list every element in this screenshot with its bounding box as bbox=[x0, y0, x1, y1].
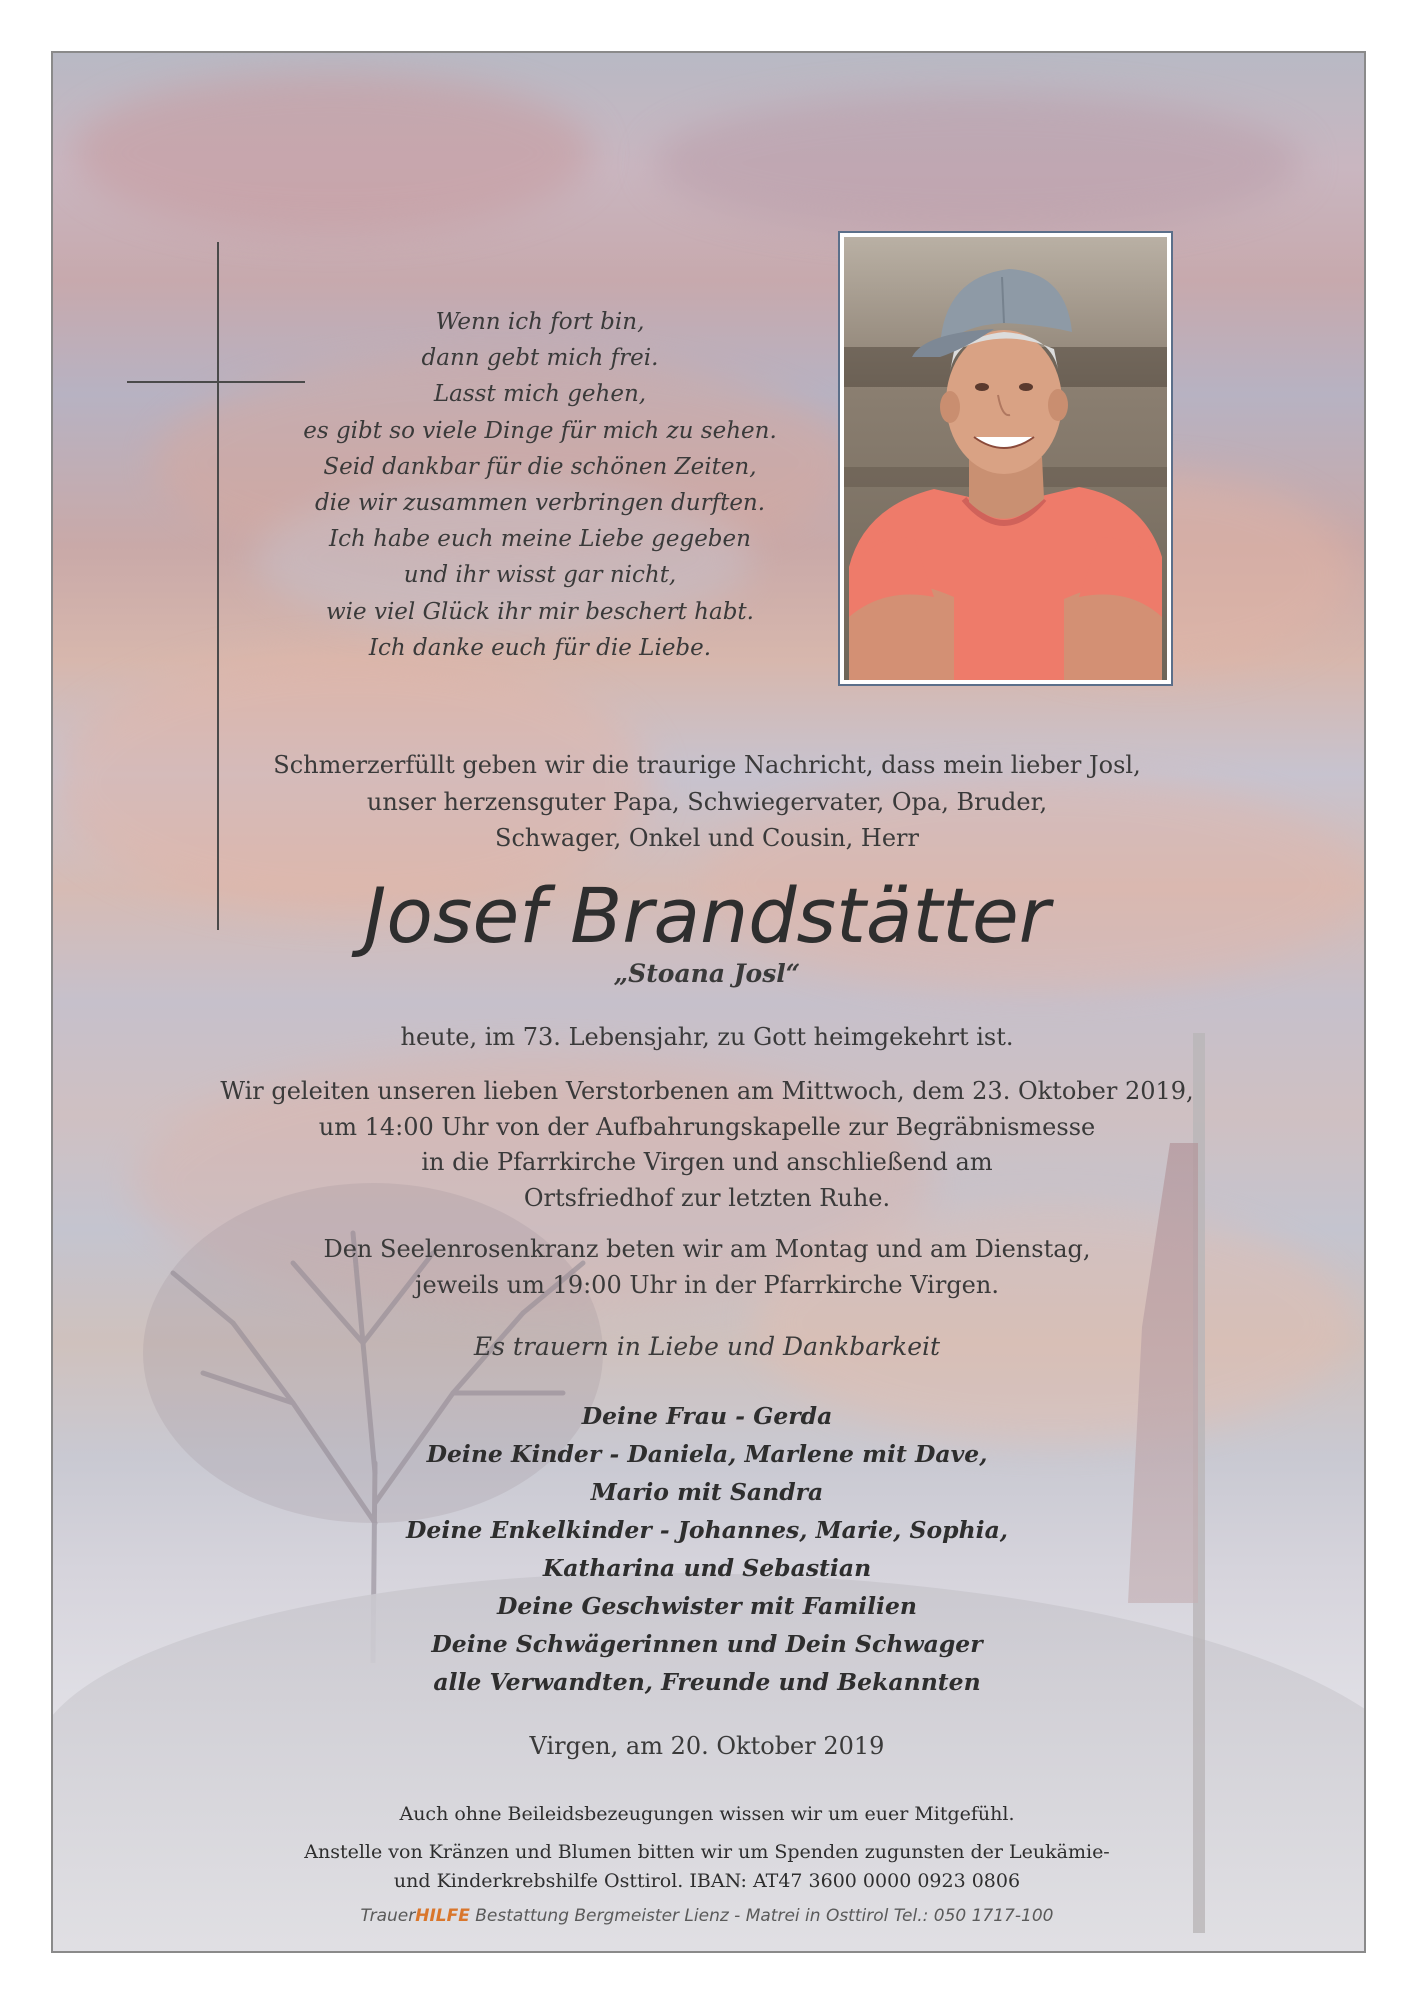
poem-line: dann gebt mich frei. bbox=[421, 345, 659, 372]
family-line: Deine Enkelkinder - Johannes, Marie, Sophia, bbox=[406, 1516, 1008, 1544]
deceased-nickname: „Stoana Josl“ bbox=[613, 959, 801, 988]
rosary-line: jeweils um 19:00 Uhr in der Pfarrkirche Virgen. bbox=[415, 1270, 999, 1299]
condolence-line: Auch ohne Beileidsbezeugungen wissen wir um euer Mitgefühl. bbox=[399, 1803, 1015, 1825]
family-line: Deine Kinder - Daniela, Marlene mit Dave, bbox=[426, 1440, 988, 1468]
donation-note bbox=[150, 1838, 1264, 1896]
poem-line: die wir zusammen verbringen durften. bbox=[314, 490, 766, 517]
funeral-home-footer bbox=[150, 1903, 1264, 1929]
passing-line: heute, im 73. Lebensjahr, zu Gott heimgekehrt ist. bbox=[400, 1023, 1014, 1051]
rosary-details bbox=[150, 1232, 1264, 1303]
family-line: Mario mit Sandra bbox=[590, 1478, 824, 1506]
funeral-line: Wir geleiten unseren lieben Verstorbenen am Mittwoch, dem 23. Oktober 2019, bbox=[220, 1077, 1194, 1105]
announcement bbox=[200, 747, 1214, 857]
family-line: Deine Geschwister mit Familien bbox=[496, 1592, 918, 1620]
poem-line: Ich habe euch meine Liebe gegeben bbox=[329, 526, 751, 553]
cross-icon-bar bbox=[127, 381, 305, 383]
cloud-shape bbox=[653, 93, 1303, 233]
deceased-name: Josef Brandstätter bbox=[363, 871, 1051, 960]
footer-prefix: Trauer bbox=[360, 1906, 416, 1926]
poem-line: und ihr wisst gar nicht, bbox=[403, 562, 677, 589]
passing-statement bbox=[150, 1020, 1264, 1056]
funeral-line: Ortsfriedhof zur letzten Ruhe. bbox=[523, 1183, 891, 1212]
family-line: alle Verwandten, Freunde und Bekannten bbox=[433, 1668, 981, 1696]
poem-line: Ich danke euch für die Liebe. bbox=[368, 634, 712, 661]
poem-line: wie viel Glück ihr mir beschert habt. bbox=[325, 598, 754, 625]
mourning-line: Es trauern in Liebe und Dankbarkeit bbox=[473, 1332, 941, 1361]
condolence-note bbox=[150, 1800, 1264, 1829]
announcement-line: Schmerzerfüllt geben wir die traurige Nachricht, dass mein lieber Josl, bbox=[273, 751, 1141, 779]
poem-line: Lasst mich gehen, bbox=[433, 381, 647, 408]
poem-line: Seid dankbar für die schönen Zeiten, bbox=[323, 453, 757, 480]
portrait-photo bbox=[838, 231, 1173, 686]
family-list bbox=[200, 1397, 1214, 1701]
family-line: Deine Frau - Gerda bbox=[581, 1402, 833, 1430]
funeral-line: um 14:00 Uhr von der Aufbahrungskapelle zur Begräbnismesse bbox=[318, 1112, 1096, 1141]
funeral-line: in die Pfarrkirche Virgen und anschließend am bbox=[421, 1148, 993, 1176]
family-line: Deine Schwägerinnen und Dein Schwager bbox=[431, 1630, 983, 1658]
announcement-line: Schwager, Onkel und Cousin, Herr bbox=[495, 824, 919, 852]
portrait-image bbox=[844, 237, 1167, 680]
cloud-shape bbox=[73, 73, 593, 233]
announcement-line: unser herzensguter Papa, Schwiegervater, Opa, Bruder, bbox=[366, 787, 1048, 816]
place-date: Virgen, am 20. Oktober 2019 bbox=[529, 1732, 885, 1760]
family-line: Katharina und Sebastian bbox=[542, 1554, 872, 1582]
funeral-details bbox=[150, 1074, 1264, 1216]
poem bbox=[280, 304, 800, 666]
poem-line: es gibt so viele Dinge für mich zu sehen. bbox=[303, 417, 777, 444]
footer-brand: HILFE bbox=[415, 1906, 470, 1926]
donation-line: und Kinderkrebshilfe Osttirol. IBAN: AT47 3600 0000 0923 0806 bbox=[393, 1870, 1021, 1892]
donation-line: Anstelle von Kränzen und Blumen bitten wir um Spenden zugunsten der Leukämie- bbox=[304, 1841, 1110, 1863]
poem-line: Wenn ich fort bin, bbox=[435, 309, 645, 335]
rosary-line: Den Seelenrosenkranz beten wir am Montag und am Dienstag, bbox=[323, 1235, 1091, 1263]
footer-text: Bestattung Bergmeister Lienz - Matrei in Osttirol Tel.: 050 1717-100 bbox=[469, 1906, 1054, 1926]
